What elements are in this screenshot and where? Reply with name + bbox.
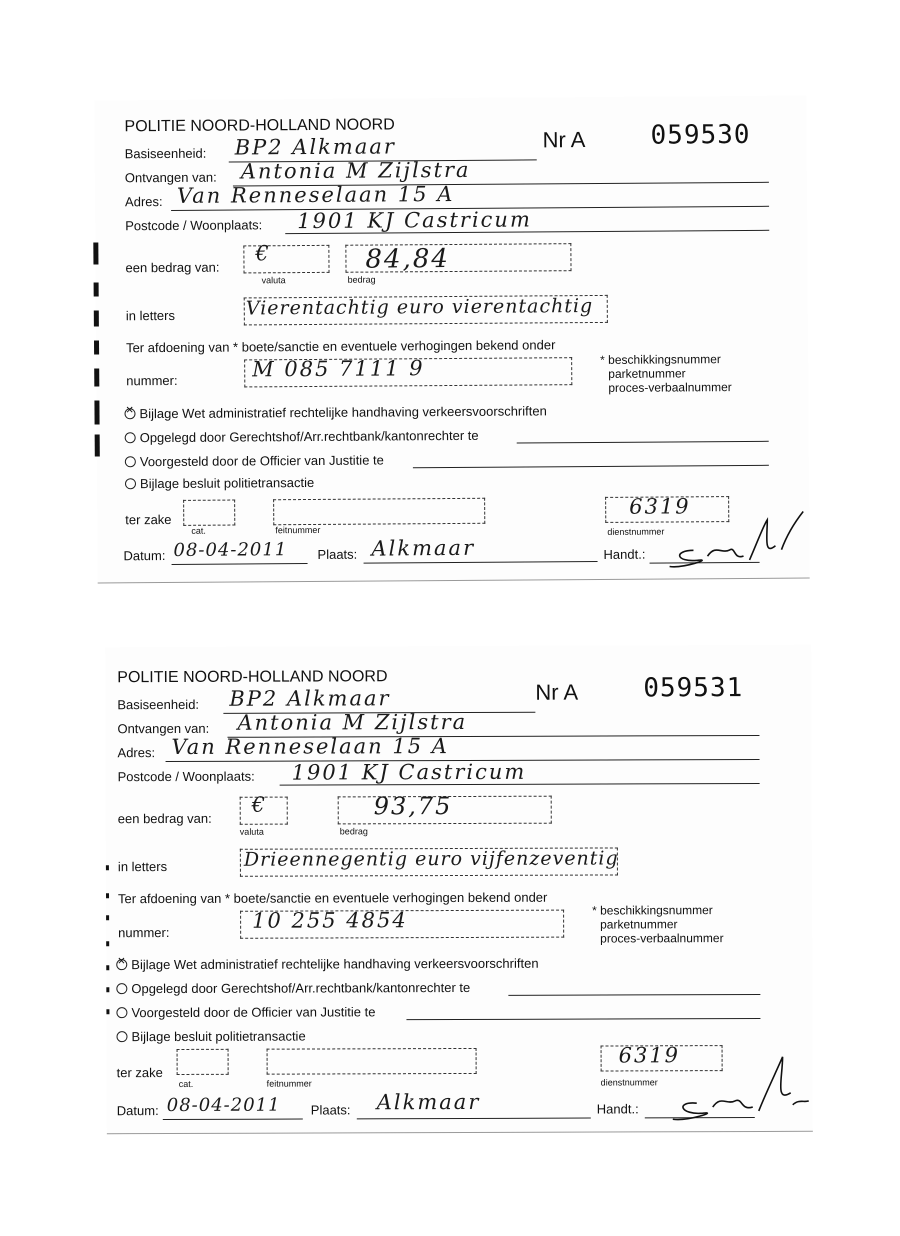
option-gerechtshof[interactable] — [125, 428, 479, 445]
option-officier-label: Voorgesteld door de Officier van Justitie te — [139, 452, 384, 470]
nr-label: Nr A — [535, 679, 579, 705]
option-officier[interactable] — [116, 1004, 375, 1020]
option-politietransactie-label: Bijlage besluit politietransactie — [139, 474, 315, 492]
option-bijlage-wahv[interactable] — [116, 956, 538, 972]
officier-line — [413, 465, 769, 468]
receipt-059530 — [94, 96, 809, 584]
in-letters-value: Drieennegentig euro vijfenzeventig — [243, 847, 619, 871]
option-gerechtshof[interactable] — [116, 980, 470, 996]
note-parketnummer: parketnummer — [600, 917, 678, 932]
ontvangen-van-label: Ontvangen van: — [124, 169, 217, 186]
margin-mark — [106, 865, 109, 870]
bedrag-value: 93,75 — [373, 792, 453, 821]
ter-zake-label: ter zake — [125, 511, 172, 528]
cat-box — [177, 1049, 229, 1075]
margin-mark — [94, 310, 99, 326]
postcode-value: 1901 KJ Castricum — [297, 207, 532, 234]
margin-mark — [106, 987, 109, 992]
option-officier-label: Voorgesteld door de Officier van Justitie te — [131, 1004, 376, 1021]
nr-label: Nr A — [542, 127, 586, 153]
note-parketnummer: parketnummer — [608, 366, 686, 381]
margin-mark — [106, 893, 109, 898]
feitnummer-caption: feitnummer — [275, 524, 321, 536]
option-officier[interactable] — [125, 452, 384, 469]
margin-mark — [94, 282, 99, 296]
valuta-value: € — [251, 792, 268, 817]
option-gerechtshof-label: Opgelegd door Gerechtshof/Arr.rechtbank/kantonrechter te — [131, 979, 471, 997]
option-politietransactie[interactable] — [125, 475, 314, 491]
adres-label: Adres: — [124, 194, 163, 210]
ter-zake-label: ter zake — [116, 1065, 163, 1081]
postcode-value: 1901 KJ Castricum — [291, 759, 527, 785]
nummer-value: 10 255 4854 — [252, 908, 408, 933]
ontvangen-van-label: Ontvangen van: — [117, 720, 210, 737]
margin-mark — [106, 965, 109, 970]
datum-line — [172, 563, 308, 565]
nummer-label: nummer: — [118, 925, 170, 941]
nummer-label: nummer: — [126, 372, 178, 389]
valuta-value: € — [255, 241, 271, 266]
dienstnummer-value: 6319 — [629, 494, 691, 519]
radio-icon[interactable] — [116, 983, 127, 994]
ter-afdoening-label: Ter afdoening van * boete/sanctie en eventuele verhogingen bekend onder — [125, 337, 556, 356]
gerechtshof-line — [517, 441, 769, 444]
option-politietransactie-label: Bijlage besluit politietransactie — [131, 1028, 306, 1045]
basiseenheid-label: Basiseenheid: — [117, 696, 200, 713]
option-gerechtshof-label: Opgelegd door Gerechtshof/Arr.rechtbank/kantonrechter te — [139, 427, 479, 446]
receipt-059531 — [105, 645, 813, 1134]
basiseenheid-label: Basiseenheid: — [124, 145, 207, 162]
datum-value: 08-04-2011 — [173, 539, 288, 561]
radio-icon[interactable] — [116, 1031, 127, 1042]
adres-value: Van Renneselaan 15 A — [171, 734, 449, 760]
feitnummer-caption: feitnummer — [266, 1078, 312, 1089]
note-proces-verbaalnummer: proces-verbaalnummer — [608, 380, 732, 395]
valuta-caption: valuta — [261, 275, 286, 286]
basiseenheid-value: BP2 Alkmaar — [234, 134, 396, 160]
gerechtshof-line — [508, 994, 760, 996]
organisation-title: POLITIE NOORD-HOLLAND NOORD — [117, 668, 388, 687]
plaats-value: Alkmaar — [371, 535, 476, 561]
organisation-title: POLITIE NOORD-HOLLAND NOORD — [124, 116, 395, 136]
plaats-line — [357, 1118, 591, 1120]
radio-checked-icon[interactable] — [116, 959, 127, 970]
bedrag-caption: bedrag — [339, 826, 368, 837]
option-bijlage-wahv-label: Bijlage Wet administratief rechtelijke handhaving verkeersvoorschriften — [131, 955, 539, 973]
receipt-number: 059530 — [650, 119, 751, 151]
plaats-line — [364, 561, 598, 564]
radio-icon[interactable] — [125, 432, 136, 443]
ontvangen-van-value: Antonia M Zijlstra — [237, 709, 468, 735]
margin-mark — [94, 400, 99, 424]
cat-box — [183, 500, 235, 526]
dienstnummer-caption: dienstnummer — [607, 526, 665, 537]
bedrag-van-label: een bedrag van: — [125, 259, 220, 276]
handtekening-label: Handt.: — [603, 546, 646, 562]
officier-line — [406, 1018, 760, 1020]
nummer-value: M 085 7111 9 — [252, 356, 425, 382]
cat-caption: cat. — [178, 1078, 194, 1089]
datum-label: Datum: — [123, 548, 166, 564]
margin-mark — [94, 340, 99, 354]
in-letters-label: in letters — [117, 859, 168, 875]
in-letters-label: in letters — [125, 307, 176, 324]
margin-mark — [106, 941, 109, 946]
option-politietransactie[interactable] — [116, 1029, 305, 1045]
margin-mark — [93, 242, 98, 264]
margin-mark — [95, 434, 100, 456]
valuta-caption: valuta — [239, 826, 264, 837]
option-bijlage-wahv[interactable] — [124, 403, 546, 421]
note-proces-verbaalnummer: proces-verbaalnummer — [600, 931, 724, 946]
basiseenheid-value: BP2 Alkmaar — [229, 686, 391, 711]
datum-label: Datum: — [116, 1103, 159, 1119]
ter-afdoening-label: Ter afdoening van * boete/sanctie en eventuele verhogingen bekend onder — [118, 889, 548, 907]
feitnummer-box — [267, 1048, 477, 1075]
note-beschikkingsnummer: * beschikkingsnummer — [592, 903, 713, 918]
margin-mark — [94, 368, 99, 386]
in-letters-value: Vierentachtig euro vierentachtig — [245, 295, 594, 320]
datum-value: 08-04-2011 — [166, 1094, 281, 1117]
bedrag-van-label: een bedrag van: — [117, 810, 212, 827]
receipt-number: 059531 — [643, 673, 744, 704]
margin-mark — [106, 1009, 109, 1014]
feitnummer-box — [273, 498, 485, 525]
datum-line — [163, 1119, 303, 1120]
postcode-label: Postcode / Woonplaats: — [125, 217, 263, 234]
plaats-value: Alkmaar — [376, 1089, 481, 1115]
dienstnummer-caption: dienstnummer — [600, 1077, 658, 1088]
radio-icon[interactable] — [116, 1007, 127, 1018]
note-beschikkingsnummer: * beschikkingsnummer — [600, 352, 721, 367]
plaats-label: Plaats: — [317, 546, 358, 562]
bedrag-caption: bedrag — [347, 274, 376, 285]
option-bijlage-wahv-label: Bijlage Wet administratief rechtelijke handhaving verkeersvoorschriften — [139, 403, 547, 422]
postcode-label: Postcode / Woonplaats: — [117, 768, 255, 785]
adres-label: Adres: — [117, 745, 156, 761]
adres-value: Van Renneselaan 15 A — [176, 181, 455, 208]
radio-checked-icon[interactable] — [124, 408, 135, 419]
signature-scribble — [663, 505, 813, 572]
plaats-label: Plaats: — [310, 1102, 351, 1118]
radio-icon[interactable] — [125, 478, 136, 489]
signature-scribble — [667, 1045, 813, 1126]
bedrag-value: 84,84 — [365, 244, 450, 275]
margin-mark — [106, 915, 109, 920]
handtekening-label: Handt.: — [596, 1101, 639, 1117]
ontvangen-van-value: Antonia M Zijlstra — [240, 157, 471, 184]
cat-caption: cat. — [191, 525, 206, 536]
dienstnummer-value: 6319 — [618, 1043, 681, 1068]
radio-icon[interactable] — [125, 456, 136, 467]
